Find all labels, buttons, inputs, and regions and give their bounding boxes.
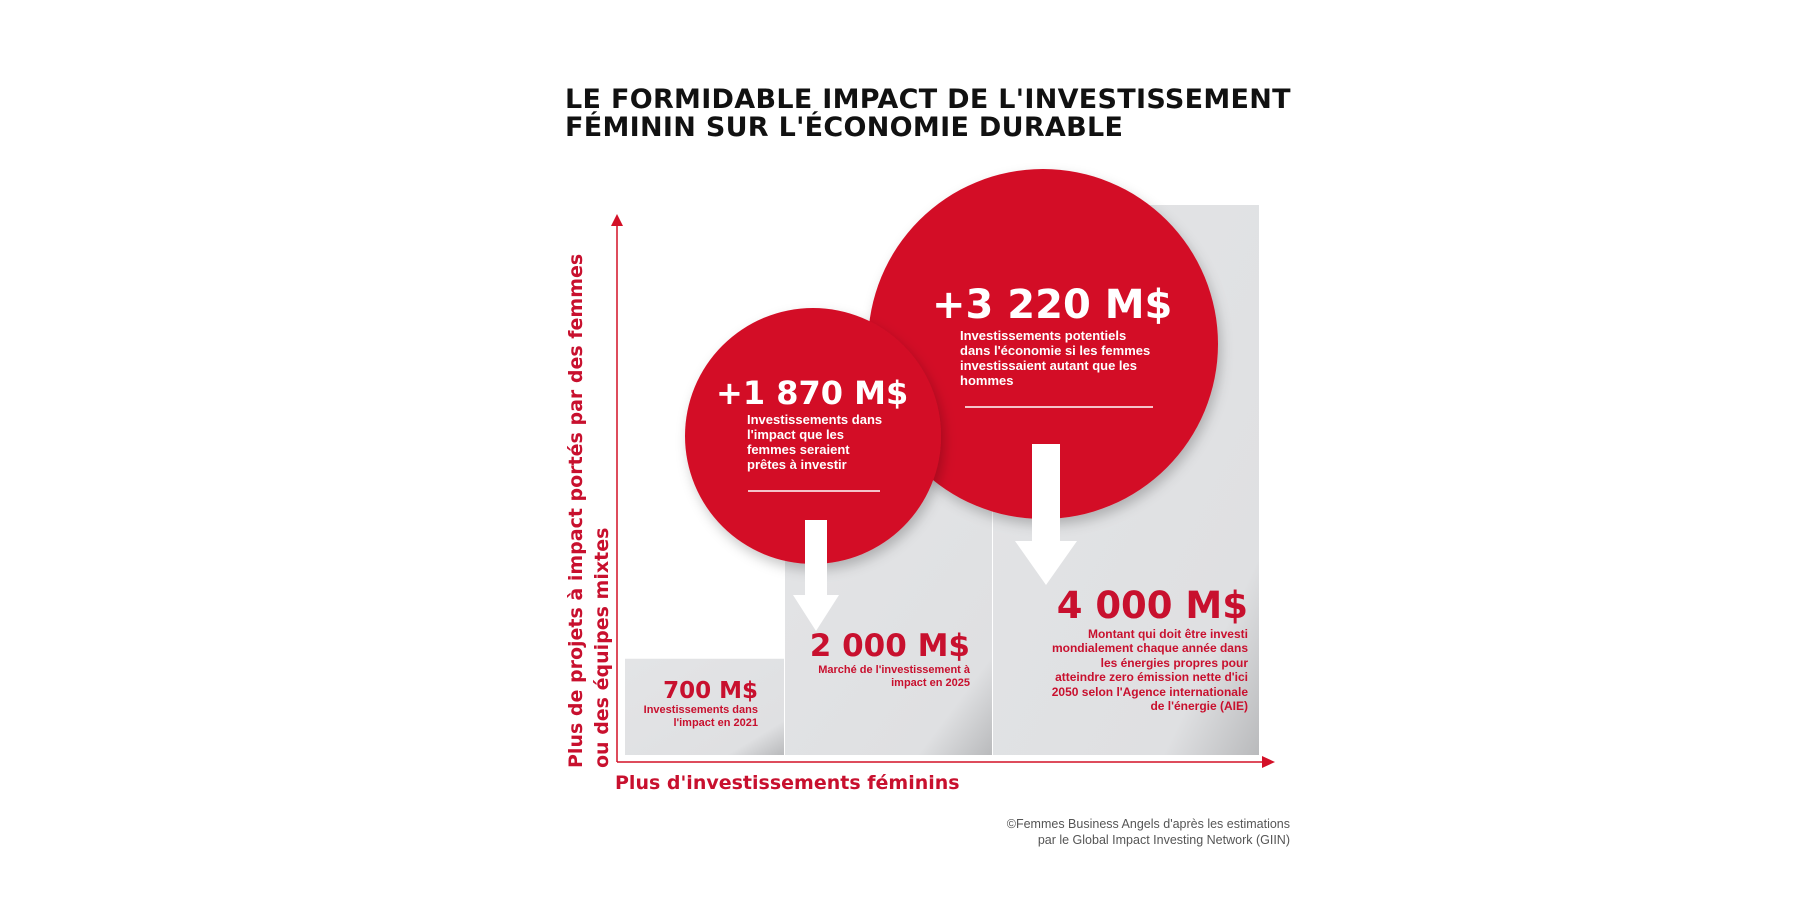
bar-value-2: 2 000 M$	[809, 628, 970, 664]
circle-description-2: Investissements potentiels dans l'économie si les femmes investissaient autant que les hommes	[960, 328, 1151, 388]
x-axis-label: Plus d'investissements féminins	[615, 772, 960, 794]
source-note	[940, 816, 1290, 848]
bar-description-1: Investissements dans l'impact en 2021	[643, 704, 758, 730]
bar-value-1: 700 M$	[663, 678, 758, 704]
bar-label-2	[800, 628, 970, 690]
source-line-1: ©Femmes Business Angels d'après les estimations	[1006, 817, 1290, 831]
y-axis-label-line-1: Plus de projets à impact portés par des femmes	[565, 253, 587, 768]
circle-label-2	[932, 282, 1192, 388]
bar-label-1	[630, 678, 758, 730]
circle-label-1	[716, 374, 909, 472]
bar-label-3	[1050, 584, 1248, 713]
circle-value-2: +3 220 M$	[932, 282, 1173, 328]
bar-value-3: 4 000 M$	[1056, 584, 1248, 627]
bar-description-3: Montant qui doit être investi mondialement chaque année dans les énergies propres pour atteindre zero émission nette d'ici 2050 selon l'Agence internationale de l'énergie (AIE)	[1051, 627, 1248, 713]
x-axis-arrowhead	[1262, 756, 1275, 768]
circle-value-1: +1 870 M$	[716, 374, 909, 412]
y-axis-arrowhead	[611, 214, 623, 226]
chart-title-line-2: FÉMININ SUR L'ÉCONOMIE DURABLE	[565, 112, 1124, 143]
chart-title-line-1: LE FORMIDABLE IMPACT DE L'INVESTISSEMENT	[565, 84, 1291, 115]
circle-description-1: Investissements dans l'impact que les femmes seraient prêtes à investir	[747, 412, 883, 472]
y-axis-label	[563, 253, 615, 768]
y-axis-label-line-2: ou des équipes mixtes	[591, 527, 613, 768]
source-line-2: par le Global Impact Investing Network (GIIN)	[1037, 833, 1290, 847]
bar-description-2: Marché de l'investissement à impact en 2025	[818, 664, 970, 690]
